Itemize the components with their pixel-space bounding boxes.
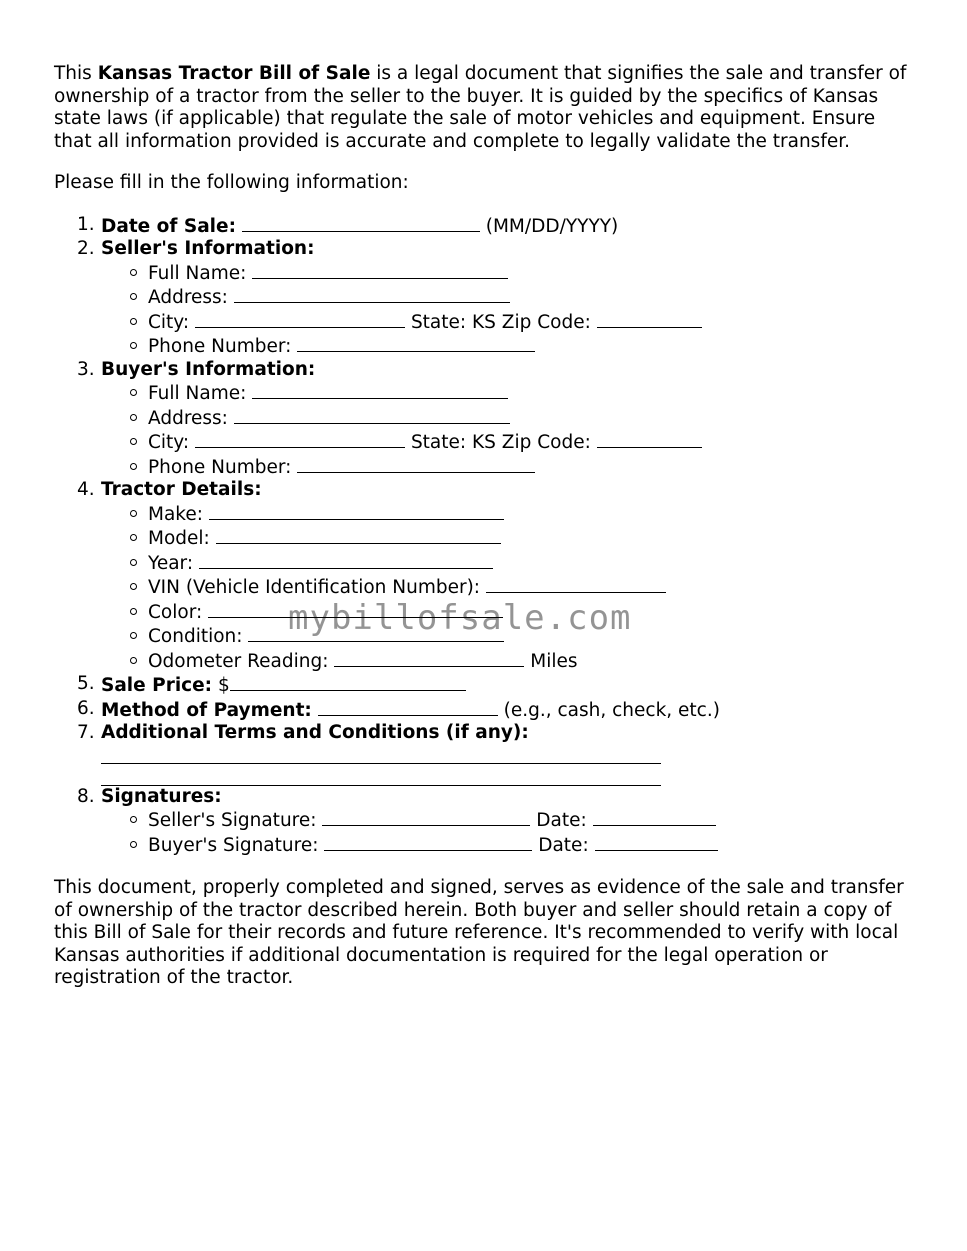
seller-fields bbox=[101, 261, 914, 359]
model-field[interactable] bbox=[216, 526, 501, 544]
seller-city-row bbox=[101, 310, 914, 335]
item-sale-price bbox=[54, 673, 914, 698]
signatures-label: Signatures: bbox=[101, 785, 222, 807]
year-row bbox=[101, 551, 914, 576]
buyer-address-label: Address: bbox=[148, 407, 228, 429]
seller-signature-row bbox=[101, 808, 914, 833]
intro-text: is a legal document that signifies the sale and transfer of ownership of a tractor from the seller to the buyer. It is guided by the specifics of Kansas state laws (if applicable) that regulate the sale of motor vehicles and equipment. Ensure that all information provided is accurate and complete to legally validate the transfer. bbox=[54, 63, 907, 152]
date-of-sale-field[interactable] bbox=[242, 214, 480, 232]
buyer-signature-field[interactable] bbox=[324, 833, 532, 851]
item-tractor-details bbox=[54, 479, 914, 673]
method-of-payment-field[interactable] bbox=[318, 698, 498, 716]
buyer-date-label: Date: bbox=[532, 834, 589, 856]
seller-signature-label: Seller's Signature: bbox=[148, 810, 317, 831]
seller-city-field[interactable] bbox=[195, 310, 405, 328]
intro-paragraph bbox=[54, 63, 914, 153]
seller-full-name-field[interactable] bbox=[252, 261, 508, 279]
item-number: 5. bbox=[77, 673, 95, 694]
item-additional-terms bbox=[54, 722, 914, 786]
sale-price-label: Sale Price: bbox=[101, 675, 213, 696]
buyer-date-field[interactable] bbox=[595, 833, 718, 851]
item-number: 7. bbox=[77, 722, 95, 743]
buyer-city-label: City: bbox=[148, 432, 190, 453]
buyer-information-label: Buyer's Information: bbox=[101, 358, 316, 380]
document-page bbox=[54, 63, 914, 990]
date-format-hint: (MM/DD/YYYY) bbox=[479, 215, 619, 237]
item-number: 4. bbox=[77, 479, 95, 500]
item-seller-information bbox=[54, 238, 914, 359]
buyer-phone-label: Phone Number: bbox=[148, 456, 292, 478]
sale-price-field[interactable] bbox=[230, 673, 466, 691]
vin-field[interactable] bbox=[486, 575, 666, 593]
seller-date-label: Date: bbox=[530, 810, 587, 831]
year-field[interactable] bbox=[199, 551, 493, 569]
buyer-full-name-field[interactable] bbox=[252, 381, 508, 399]
year-label: Year: bbox=[148, 552, 194, 574]
item-method-of-payment bbox=[54, 698, 914, 723]
seller-phone-row bbox=[101, 334, 914, 359]
tractor-fields bbox=[101, 502, 914, 674]
item-number: 1. bbox=[77, 213, 95, 235]
buyer-zip-field[interactable] bbox=[597, 430, 702, 448]
buyer-address-field[interactable] bbox=[234, 406, 510, 424]
buyer-full-name-row bbox=[101, 381, 914, 406]
model-row bbox=[101, 526, 914, 551]
buyer-city-field[interactable] bbox=[195, 430, 405, 448]
additional-terms-label: Additional Terms and Conditions (if any): bbox=[101, 722, 529, 743]
make-row bbox=[101, 502, 914, 527]
date-of-sale-label: Date of Sale: bbox=[101, 215, 236, 237]
odometer-label: Odometer Reading: bbox=[148, 650, 329, 672]
seller-signature-field[interactable] bbox=[322, 808, 530, 826]
seller-full-name-row bbox=[101, 261, 914, 286]
method-of-payment-label: Method of Payment: bbox=[101, 699, 312, 721]
make-field[interactable] bbox=[209, 502, 504, 520]
odometer-field[interactable] bbox=[334, 649, 524, 667]
item-number: 6. bbox=[77, 697, 95, 719]
buyer-phone-row bbox=[101, 455, 914, 480]
odometer-row bbox=[101, 649, 914, 674]
buyer-address-row bbox=[101, 406, 914, 431]
intro-lead: This bbox=[54, 63, 98, 84]
fill-prompt: Please fill in the following information: bbox=[54, 172, 409, 193]
vin-label: VIN (Vehicle Identification Number): bbox=[148, 577, 481, 598]
signature-fields bbox=[101, 808, 914, 857]
seller-phone-field[interactable] bbox=[297, 334, 535, 352]
watermark: mybillofsale.com bbox=[288, 598, 632, 638]
tractor-details-label: Tractor Details: bbox=[101, 479, 262, 500]
seller-information-label: Seller's Information: bbox=[101, 238, 315, 259]
seller-phone-label: Phone Number: bbox=[148, 336, 292, 357]
closing-paragraph: This document, properly completed and signed, serves as evidence of the sale and transfer of ownership of the tractor described herein. Both buyer and seller should retain a copy of this Bill of Sale for their records and future reference. It's recommended to verify with local Kansas authorities if additional documentation is required for the legal operation or registration of the tractor. bbox=[54, 877, 904, 988]
buyer-signature-label: Buyer's Signature: bbox=[148, 834, 319, 856]
buyer-city-row bbox=[101, 430, 914, 455]
miles-unit: Miles bbox=[524, 650, 578, 672]
seller-address-row bbox=[101, 285, 914, 310]
buyer-fields bbox=[101, 381, 914, 479]
terms-line-1[interactable] bbox=[101, 745, 661, 764]
buyer-signature-row bbox=[101, 833, 914, 858]
seller-full-name-label: Full Name: bbox=[148, 262, 247, 284]
seller-state-zip-label: State: KS Zip Code: bbox=[410, 311, 591, 333]
make-label: Make: bbox=[148, 503, 203, 525]
model-label: Model: bbox=[148, 528, 210, 549]
form-list bbox=[54, 214, 914, 858]
item-number: 8. bbox=[77, 785, 95, 807]
seller-address-label: Address: bbox=[148, 287, 228, 308]
seller-date-field[interactable] bbox=[593, 808, 716, 826]
buyer-full-name-label: Full Name: bbox=[148, 383, 247, 404]
condition-label: Condition: bbox=[148, 626, 243, 647]
item-date-of-sale bbox=[54, 214, 914, 239]
item-number: 2. bbox=[77, 238, 95, 259]
color-label: Color: bbox=[148, 601, 203, 623]
seller-city-label: City: bbox=[148, 311, 190, 333]
buyer-phone-field[interactable] bbox=[297, 455, 535, 473]
seller-zip-field[interactable] bbox=[597, 310, 702, 328]
buyer-state-zip-label: State: KS Zip Code: bbox=[410, 432, 591, 453]
item-number: 3. bbox=[77, 358, 95, 380]
seller-address-field[interactable] bbox=[234, 285, 510, 303]
payment-example-hint: (e.g., cash, check, etc.) bbox=[497, 699, 720, 721]
item-buyer-information bbox=[54, 359, 914, 480]
currency-symbol: $ bbox=[212, 675, 230, 696]
terms-line-2[interactable] bbox=[101, 764, 661, 786]
item-signatures bbox=[54, 786, 914, 858]
vin-row bbox=[101, 575, 914, 600]
document-title: Kansas Tractor Bill of Sale bbox=[97, 63, 371, 84]
